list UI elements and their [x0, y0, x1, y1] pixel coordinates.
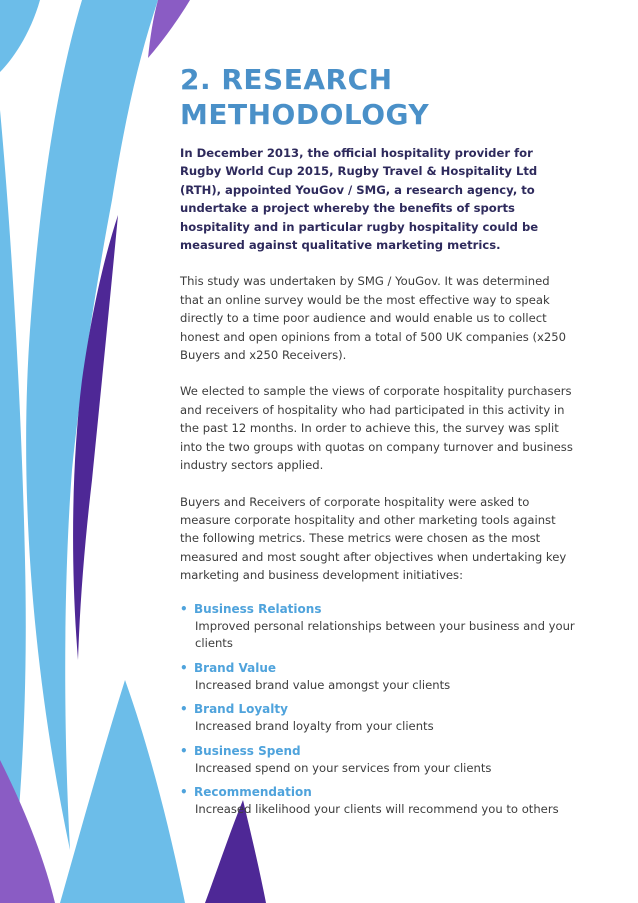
metric-item-business-relations — [180, 601, 575, 653]
metric-description: Increased brand value amongst your clients — [195, 677, 451, 692]
page-content — [180, 62, 575, 826]
light-blue-top-swoosh — [0, 0, 40, 72]
body-paragraph-survey: This study was undertaken by SMG / YouGov. It was determined that an online survey would be the most effective way to speak directly to a time poor audience and would enable us to collect honest and open opinions from a total of 500 UK companies (x250 Buyers and x250 Receivers). — [180, 274, 566, 363]
light-blue-bottom-sweep — [60, 680, 185, 903]
metric-description: Increased likelihood your clients will recommend you to others — [195, 802, 559, 817]
metric-name: Business Relations — [194, 601, 322, 616]
metric-item-business-spend — [180, 743, 575, 778]
bullet-icon: • — [180, 785, 188, 800]
metric-description: Improved personal relationships between your business and your clients — [195, 618, 575, 651]
bullet-icon: • — [180, 601, 188, 616]
metric-name: Recommendation — [194, 785, 312, 800]
bullet-icon: • — [180, 743, 188, 758]
body-paragraph-sample: We elected to sample the views of corporate hospitality purchasers and receivers of hospitality who had participated in this activity in the past 12 months. In order to achieve this, the survey was split into the two groups with quotas on company turnover and business industry sectors applied. — [180, 384, 573, 473]
metric-item-brand-value — [180, 660, 575, 695]
metric-description: Increased spend on your services from your clients — [195, 760, 492, 775]
metric-description: Increased brand loyalty from your clients — [195, 719, 434, 734]
bullet-icon: • — [180, 660, 188, 675]
body-paragraph-metrics-intro: Buyers and Receivers of corporate hospitality were asked to measure corporate hospitality and other marketing tools against the following metrics. These metrics were chosen as the most measured and most sought after objectives when undertaking key marketing and business development initiatives: — [180, 494, 567, 583]
metrics-list — [180, 601, 575, 819]
metric-item-recommendation — [180, 784, 575, 819]
page-title-line-1: 2. RESEARCH — [180, 63, 393, 96]
bullet-icon: • — [180, 702, 188, 717]
page-title-line-2: METHODOLOGY — [180, 98, 430, 131]
page-title — [180, 62, 575, 132]
purple-bottom-left-sweep — [0, 760, 55, 903]
metric-name: Brand Loyalty — [194, 702, 288, 717]
metric-item-brand-loyalty — [180, 701, 575, 736]
metric-name: Business Spend — [194, 743, 301, 758]
metric-name: Brand Value — [194, 660, 276, 675]
intro-paragraph: In December 2013, the official hospitality provider for Rugby World Cup 2015, Rugby Travel & Hospitality Ltd (RTH), appointed YouGov / SMG, a research agency, to undertake a project whereby the benefits of sports hospitality and in particular rugby hospitality could be measured against qualitative marketing metrics. — [180, 146, 539, 253]
